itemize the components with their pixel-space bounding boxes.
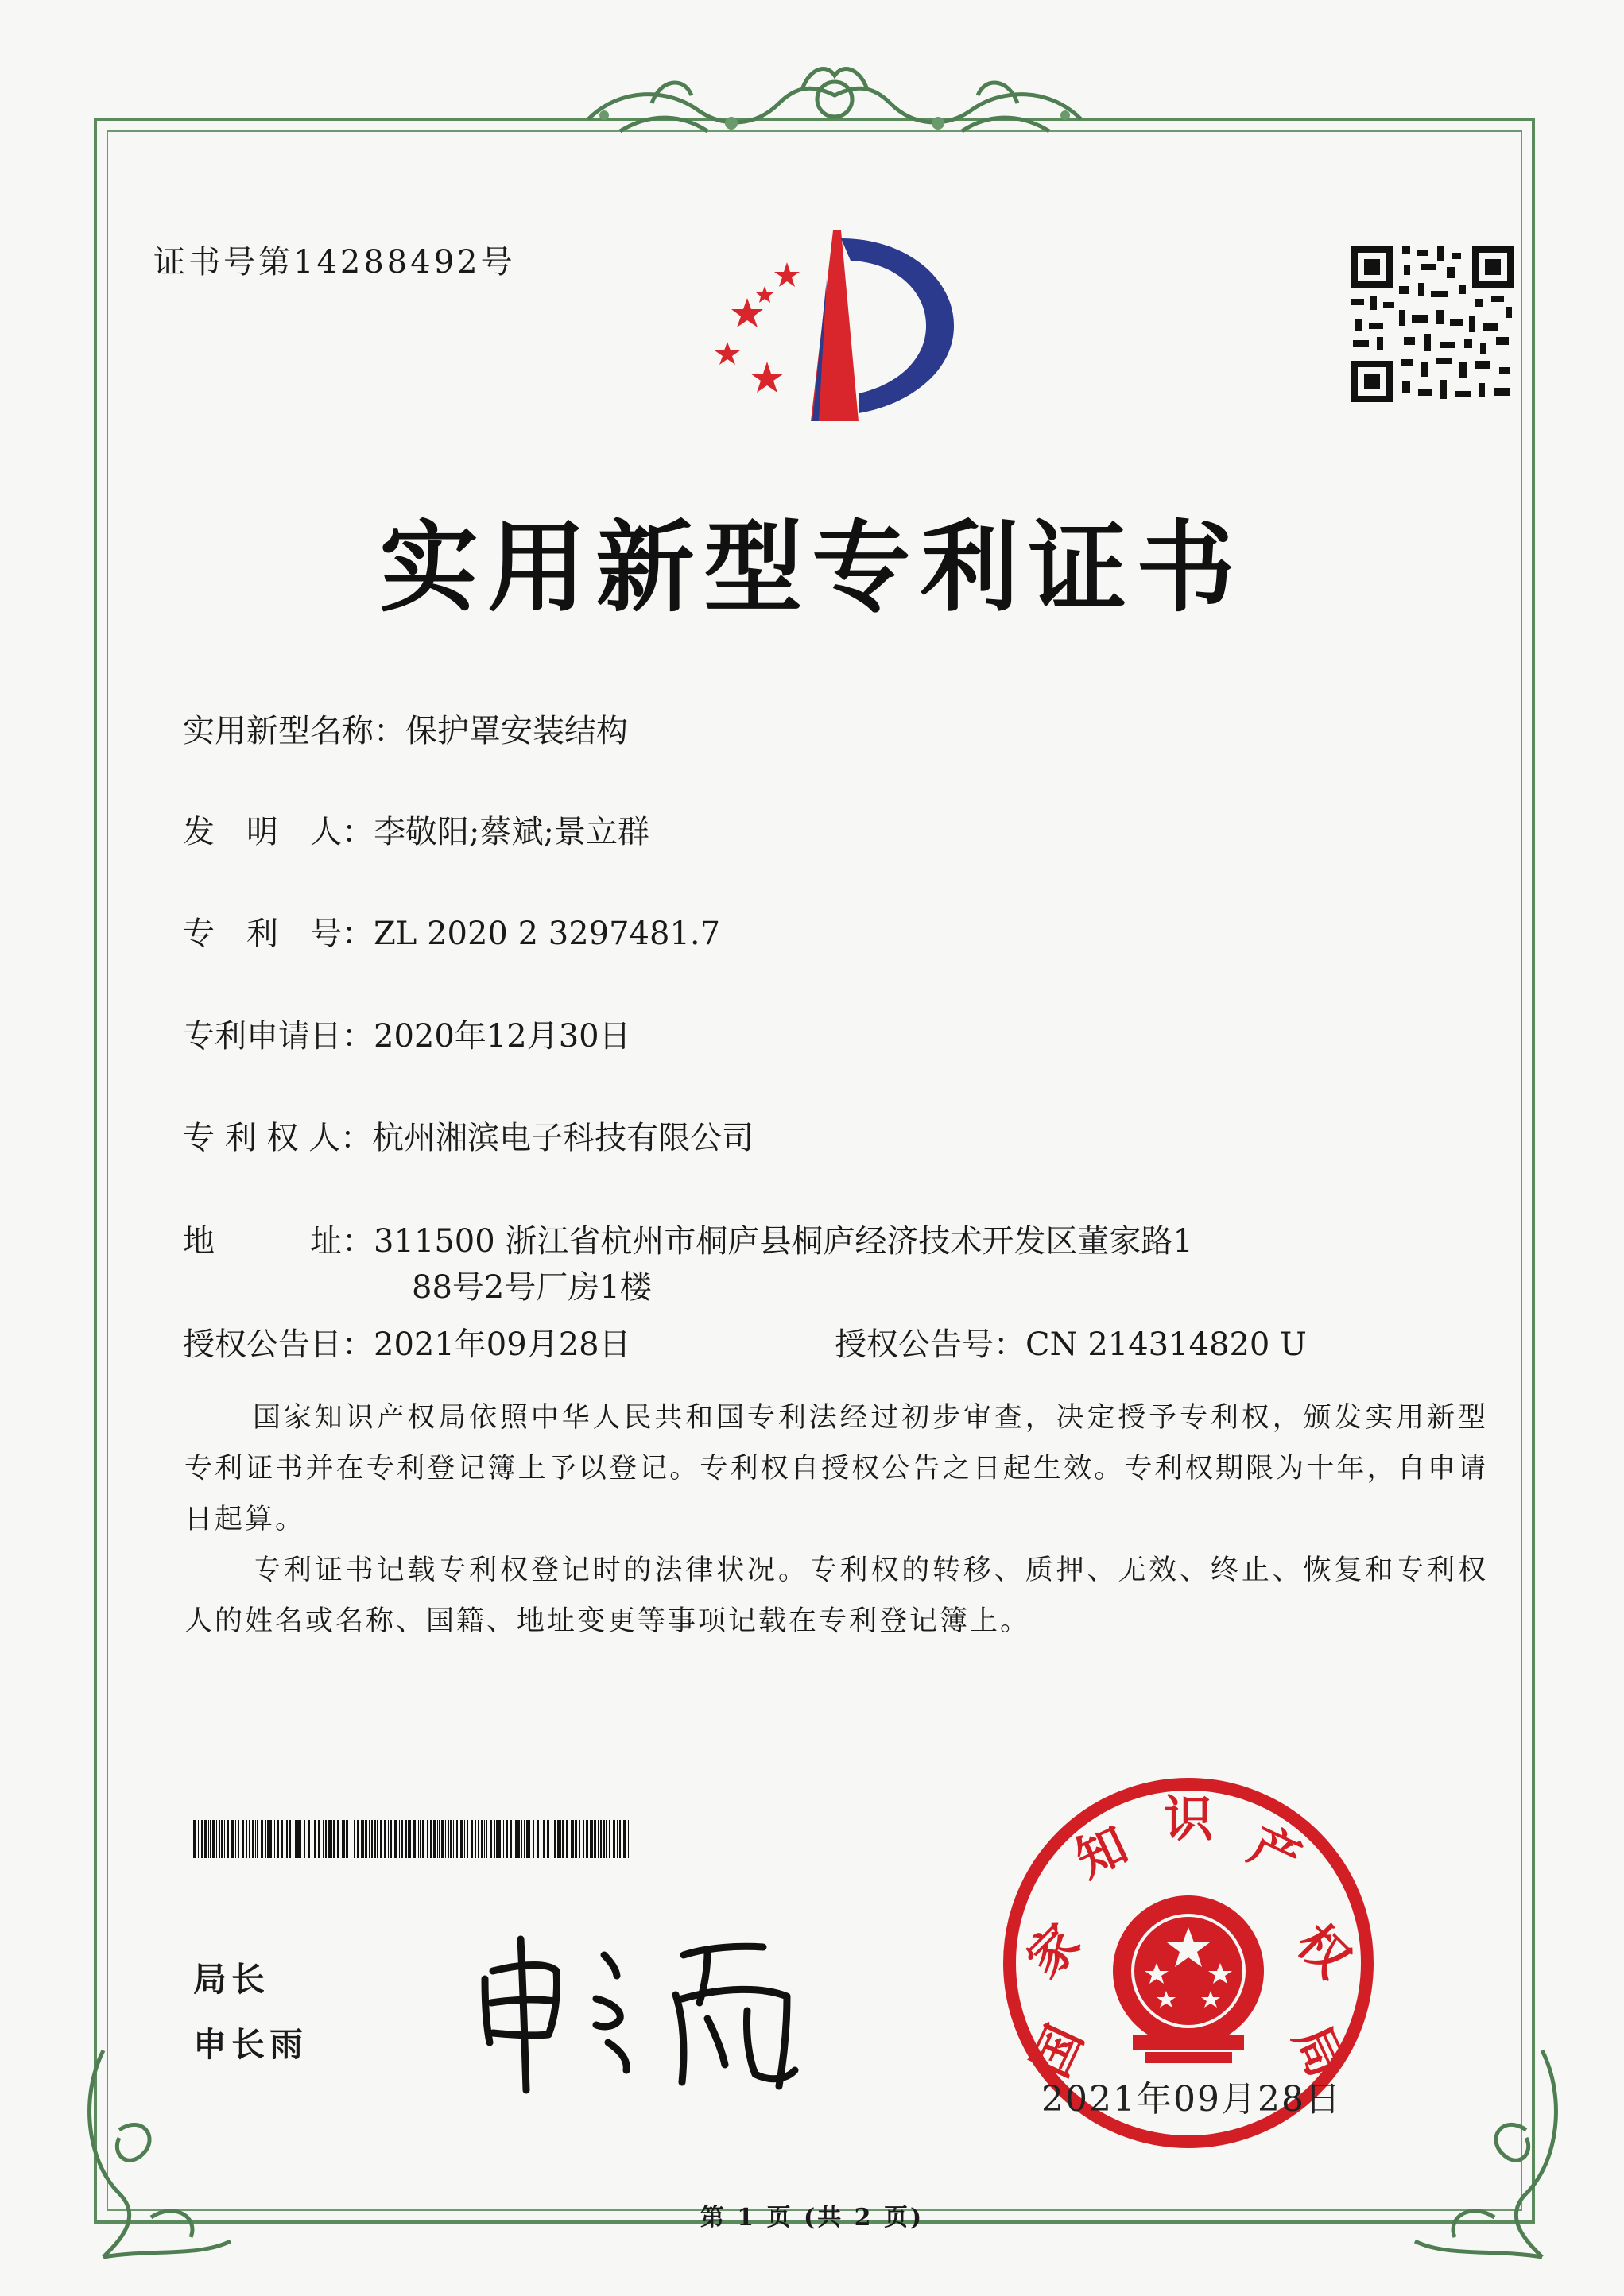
barcode-bar: [369, 1820, 370, 1858]
svg-text:产: 产: [1240, 1815, 1310, 1889]
svg-text:家: 家: [1015, 1913, 1091, 1989]
seal-date: 2021年09月28日: [1041, 2079, 1342, 2120]
barcode-bar: [362, 1820, 364, 1858]
barcode-bar: [328, 1820, 331, 1858]
barcode-bar: [496, 1820, 498, 1858]
barcode-bar: [300, 1820, 301, 1858]
barcode-bar: [586, 1820, 588, 1858]
barcode-bar: [498, 1820, 501, 1858]
barcode-bar: [598, 1820, 599, 1858]
field-value: 2020年12月30日: [374, 1018, 631, 1055]
barcode-bar: [252, 1820, 254, 1858]
field-value: 杭州湘滨电子科技有限公司: [372, 1120, 754, 1156]
barcode-bar: [325, 1820, 327, 1858]
barcode-bar: [464, 1820, 465, 1858]
field-value: 李敬阳;蔡斌;景立群: [374, 814, 649, 850]
barcode-bar: [623, 1820, 626, 1858]
field-label: 实用新型名称：: [183, 713, 405, 749]
barcode-bar: [591, 1820, 593, 1858]
barcode-bar: [490, 1820, 492, 1858]
barcode-bar: [590, 1820, 591, 1858]
corner-ornament-left-icon: [72, 2035, 246, 2273]
barcode-bar: [235, 1820, 236, 1858]
barcode-bar: [361, 1820, 362, 1858]
field-address-continued: 88号2号厂房1楼: [412, 1269, 652, 1306]
barcode-bar: [210, 1820, 211, 1858]
barcode-bar: [503, 1820, 504, 1858]
barcode-bar: [394, 1820, 397, 1858]
director-signature: [469, 1923, 843, 2098]
svg-text:国: 国: [1021, 2016, 1095, 2086]
barcode-bar: [471, 1820, 473, 1858]
barcode-bar: [343, 1820, 345, 1858]
barcode-bar: [450, 1820, 452, 1858]
barcode-bar: [380, 1820, 382, 1858]
barcode-bar: [481, 1820, 483, 1858]
barcode-bar: [571, 1820, 572, 1858]
barcode-bar: [422, 1820, 424, 1858]
svg-text:识: 识: [1163, 1790, 1214, 1848]
field-value: 311500 浙江省杭州市桐庐县桐庐经济技术开发区董家路1: [374, 1223, 1193, 1260]
barcode-bar: [557, 1820, 560, 1858]
field-utility-model-name: [183, 706, 628, 751]
barcode-bar: [600, 1820, 602, 1858]
barcode-bar: [533, 1820, 534, 1858]
barcode-bar: [221, 1820, 223, 1858]
barcode-bar: [212, 1820, 215, 1858]
barcode-bar: [606, 1820, 607, 1858]
field-label: 授权公告日：: [183, 1326, 374, 1363]
barcode-bar: [478, 1820, 479, 1858]
barcode-bar: [594, 1820, 596, 1858]
body-paragraph-1: 国家知识产权局依照中华人民共和国专利法经过初步审查，决定授予专利权，颁发实用新型专利证书并在专利登记簿上予以登记。专利权自授权公告之日起生效。专利权期限为十年，自申请日起算。: [184, 1402, 1488, 1535]
page-indicator: 第 1 页 (共 2 页): [700, 2204, 924, 2232]
barcode-bar: [261, 1820, 263, 1858]
barcode-bar: [445, 1820, 446, 1858]
barcode-bar: [297, 1820, 300, 1858]
body-paragraph-2: 专利证书记载专利权登记时的法律状况。专利权的转移、质押、无效、终止、恢复和专利权人的姓名或名称、国籍、地址变更等事项记载在专利登记簿上。: [184, 1555, 1488, 1637]
barcode-bar: [377, 1820, 378, 1858]
barcode-bar: [554, 1820, 556, 1858]
barcode-bar: [529, 1820, 530, 1858]
field-filing-date: [183, 1011, 631, 1056]
barcode-bar: [357, 1820, 359, 1858]
certificate-title: 实用新型专利证书: [379, 510, 1245, 625]
barcode-bar: [333, 1820, 335, 1858]
barcode-bar: [384, 1820, 386, 1858]
barcode-bar: [249, 1820, 250, 1858]
barcode-bar: [579, 1820, 580, 1858]
field-label: 专利申请日：: [183, 1018, 374, 1055]
barcode-bar: [257, 1820, 258, 1858]
barcode-bar: [603, 1820, 605, 1858]
field-inventor: [183, 807, 649, 852]
barcode-bar: [405, 1820, 407, 1858]
barcode-bar: [486, 1820, 487, 1858]
barcode-bar: [566, 1820, 568, 1858]
barcode-bar: [337, 1820, 339, 1858]
field-value: CN 214314820 U: [1025, 1326, 1307, 1363]
barcode-bar: [448, 1820, 449, 1858]
field-grant-date: [183, 1319, 631, 1365]
barcode-bar: [295, 1820, 297, 1858]
barcode-bar: [524, 1820, 525, 1858]
barcode-bar: [208, 1820, 209, 1858]
barcode-bar: [224, 1820, 225, 1858]
barcode-bar: [613, 1820, 615, 1858]
field-label: 发 明 人：: [183, 814, 374, 850]
field-patent-number: [183, 908, 720, 954]
barcode-bar: [365, 1820, 367, 1858]
field-grant-number: [835, 1319, 1307, 1365]
barcode-bar: [510, 1820, 512, 1858]
barcode-bar: [238, 1820, 239, 1858]
field-patentee: [183, 1113, 754, 1158]
barcode-bar: [399, 1820, 400, 1858]
barcode-bar: [420, 1820, 421, 1858]
barcode-bar: [560, 1820, 561, 1858]
barcode-bar: [467, 1820, 468, 1858]
barcode-bar: [318, 1820, 320, 1858]
barcode-bar: [201, 1820, 203, 1858]
barcode-bar: [526, 1820, 529, 1858]
barcode-bar: [408, 1820, 409, 1858]
barcode-bar: [267, 1820, 269, 1858]
barcode-bar: [277, 1820, 279, 1858]
barcode-bar: [430, 1820, 432, 1858]
barcode-bar: [515, 1820, 517, 1858]
barcode-bar: [227, 1820, 229, 1858]
barcode-bar: [304, 1820, 305, 1858]
barcode-bar: [413, 1820, 416, 1858]
field-label: 地 址：: [183, 1223, 374, 1260]
barcode-bar: [289, 1820, 291, 1858]
barcode-bar: [346, 1820, 348, 1858]
corner-ornament-right-icon: [1391, 2035, 1574, 2273]
barcode-bar: [371, 1820, 373, 1858]
barcode-bar: [354, 1820, 355, 1858]
barcode-bar: [506, 1820, 508, 1858]
top-ornament-icon: [572, 56, 1097, 159]
barcode-bar: [388, 1820, 389, 1858]
barcode-bar: [494, 1820, 495, 1858]
barcode-bar: [619, 1820, 621, 1858]
barcode-bar: [286, 1820, 288, 1858]
barcode-bar: [572, 1820, 574, 1858]
cnipa-logo-icon: [700, 230, 970, 437]
barcode-bar: [441, 1820, 444, 1858]
barcode-bar: [255, 1820, 256, 1858]
barcode-bar: [323, 1820, 324, 1858]
barcode-bar: [547, 1820, 549, 1858]
barcode-bar: [308, 1820, 310, 1858]
certificate-number: 证书号第14288492号: [153, 244, 516, 281]
barcode-bar: [314, 1820, 316, 1858]
barcode-bar: [219, 1820, 220, 1858]
barcode-bar: [460, 1820, 463, 1858]
barcode-bar: [274, 1820, 275, 1858]
barcode-bar: [216, 1820, 217, 1858]
barcode-bar: [517, 1820, 520, 1858]
barcode-bar: [521, 1820, 522, 1858]
barcode-bar: [475, 1820, 476, 1858]
barcode-bar: [198, 1820, 199, 1858]
barcode-bar: [193, 1820, 196, 1858]
field-address: [183, 1216, 1193, 1261]
barcode-bar: [374, 1820, 376, 1858]
barcode-bar: [453, 1820, 454, 1858]
barcode: [193, 1820, 629, 1858]
field-value: 保护罩安装结构: [405, 713, 628, 749]
barcode-bar: [418, 1820, 419, 1858]
director-name: 申长雨: [193, 2025, 308, 2064]
barcode-bar: [433, 1820, 436, 1858]
barcode-bar: [543, 1820, 545, 1858]
barcode-bar: [246, 1820, 247, 1858]
director-title: 局长: [193, 1960, 270, 1999]
barcode-bar: [484, 1820, 485, 1858]
barcode-bar: [628, 1820, 629, 1858]
barcode-bar: [537, 1820, 539, 1858]
barcode-bar: [437, 1820, 438, 1858]
barcode-bar: [427, 1820, 428, 1858]
barcode-bar: [609, 1820, 610, 1858]
barcode-bar: [331, 1820, 332, 1858]
field-value: ZL 2020 2 3297481.7: [374, 916, 721, 952]
svg-text:局: 局: [1282, 2016, 1356, 2086]
svg-text:权: 权: [1285, 1913, 1362, 1989]
svg-text:知: 知: [1067, 1815, 1137, 1889]
barcode-bar: [269, 1820, 272, 1858]
barcode-bar: [439, 1820, 440, 1858]
barcode-bar: [204, 1820, 207, 1858]
barcode-bar: [281, 1820, 283, 1858]
field-value: 2021年09月28日: [374, 1326, 631, 1363]
barcode-bar: [575, 1820, 577, 1858]
barcode-bar: [265, 1820, 266, 1858]
barcode-bar: [617, 1820, 618, 1858]
field-label: 授权公告号：: [835, 1326, 1025, 1363]
barcode-bar: [231, 1820, 234, 1858]
barcode-bar: [401, 1820, 403, 1858]
barcode-bar: [583, 1820, 584, 1858]
barcode-bar: [562, 1820, 564, 1858]
barcode-bar: [242, 1820, 244, 1858]
field-label: 专 利 号：: [183, 916, 374, 952]
barcode-bar: [409, 1820, 411, 1858]
qr-code: [1348, 243, 1517, 405]
barcode-bar: [342, 1820, 343, 1858]
barcode-bar: [390, 1820, 392, 1858]
field-label: 专 利 权 人：: [183, 1120, 373, 1156]
barcode-bar: [456, 1820, 458, 1858]
